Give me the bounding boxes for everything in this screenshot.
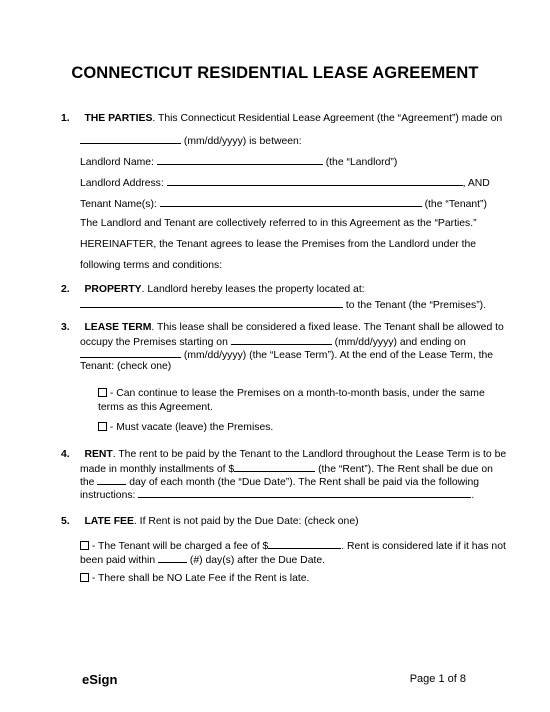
late-fee-checkbox[interactable] [80, 541, 89, 550]
month-to-month-option [98, 387, 485, 400]
no-late-fee-checkbox[interactable] [80, 573, 89, 582]
section-number: 2. [61, 284, 70, 295]
rent-due-day-field[interactable] [97, 474, 126, 485]
must-vacate-text: - Must vacate (leave) the Premises. [107, 422, 274, 433]
landlord-address-line [80, 175, 490, 190]
must-vacate-option [98, 421, 273, 434]
landlord-name-field[interactable] [157, 154, 323, 165]
hereinafter-text-1: HEREINAFTER, the Tenant agrees to lease the Premises from the Landlord under the [80, 239, 477, 250]
section-title: RENT [84, 449, 113, 460]
tenant-names-line [80, 196, 487, 211]
section-text: . The rent to be paid by the Tenant to the Landlord throughout the Lease Term is to be [112, 449, 507, 460]
section-text: . Landlord hereby leases the property located at: [141, 284, 365, 295]
section-text: . If Rent is not paid by the Due Date: (check one) [133, 516, 359, 527]
esign-logo: eSign [82, 672, 118, 687]
date-format-text: (mm/dd/yyyy) is between: [181, 136, 302, 147]
late-fee-suffix: . Rent is considered late if it has not [341, 541, 506, 552]
must-vacate-checkbox[interactable] [98, 422, 107, 431]
agreement-date-field[interactable] [80, 133, 181, 144]
property-address-line [80, 297, 486, 312]
month-to-month-checkbox[interactable] [98, 388, 107, 397]
section-lease-term-heading [61, 321, 504, 334]
landlord-address-suffix: , AND [462, 178, 490, 189]
landlord-address-field[interactable] [167, 175, 463, 186]
month-to-month-text-2: terms as this Agreement. [98, 402, 213, 413]
section-number: 3. [61, 322, 70, 333]
late-fee-days-label: been paid within [80, 555, 158, 566]
month-to-month-text: - Can continue to lease the Premises on a month-to-month basis, under the same [107, 388, 485, 399]
agreement-date-line [80, 133, 302, 148]
section-title: PROPERTY [84, 284, 142, 295]
section-title: LATE FEE [84, 516, 134, 527]
landlord-address-label: Landlord Address: [80, 178, 167, 189]
rent-due-prefix: the [80, 477, 98, 488]
tenant-names-label: Tenant Name(s): [80, 199, 160, 210]
late-fee-amount-field[interactable] [268, 538, 341, 549]
lease-start-label: occupy the Premises starting on [80, 337, 231, 348]
document-title: CONNECTICUT RESIDENTIAL LEASE AGREEMENT [71, 64, 479, 82]
property-suffix: to the Tenant (the “Premises”). [343, 300, 487, 311]
parties-collective-text: The Landlord and Tenant are collectively referred to in this Agreement as the “Parties.” [80, 218, 477, 229]
rent-amount-suffix: (the “Rent”). The Rent shall be due on [315, 464, 493, 475]
section-title: THE PARTIES [84, 113, 153, 124]
late-fee-text: - The Tenant will be charged a fee of $ [89, 541, 269, 552]
tenant-names-field[interactable] [160, 196, 422, 207]
tenant-check-one: Tenant: (check one) [80, 361, 172, 372]
section-late-fee-heading [61, 515, 359, 528]
rent-instructions-field[interactable] [138, 487, 471, 498]
rent-instructions-label: instructions: [80, 490, 139, 501]
tenant-names-suffix: (the “Tenant”) [421, 199, 487, 210]
late-fee-days-field[interactable] [158, 552, 187, 563]
section-text: . This lease shall be considered a fixed lease. The Tenant shall be allowed to [151, 322, 504, 333]
section-parties-heading [61, 112, 502, 125]
lease-start-date-field[interactable] [231, 334, 332, 345]
late-fee-days-line [80, 552, 325, 567]
rent-due-suffix: day of each month (the “Due Date”). The Rent shall be paid via the following [126, 477, 480, 488]
landlord-name-label: Landlord Name: [80, 157, 157, 168]
late-fee-option [80, 538, 506, 553]
landlord-name-line [80, 154, 397, 169]
hereinafter-text-2: following terms and conditions: [80, 260, 223, 271]
rent-amount-field[interactable] [234, 461, 315, 472]
lease-end-suffix: (mm/dd/yyyy) (the “Lease Term”). At the end of the Lease Term, the [181, 350, 494, 361]
rent-amount-label: made in monthly installments of $ [80, 464, 235, 475]
section-number: 4. [61, 449, 70, 460]
section-number: 5. [61, 516, 70, 527]
property-address-field[interactable] [80, 297, 343, 308]
rent-instructions-line [80, 487, 474, 502]
rent-instructions-suffix: . [471, 490, 475, 501]
section-text: . This Connecticut Residential Lease Agreement (the “Agreement”) made on [152, 113, 503, 124]
landlord-name-suffix: (the “Landlord”) [322, 157, 398, 168]
no-late-fee-option [80, 572, 309, 585]
section-title: LEASE TERM [84, 322, 152, 333]
page-number: Page 1 of 8 [409, 673, 466, 685]
section-number: 1. [61, 113, 70, 124]
late-fee-days-suffix: (#) day(s) after the Due Date. [187, 555, 326, 566]
lease-end-date-field[interactable] [80, 347, 181, 358]
section-property-heading [61, 283, 365, 296]
section-rent-heading [61, 448, 506, 461]
no-late-fee-text: - There shall be NO Late Fee if the Rent is late. [89, 573, 310, 584]
lease-start-suffix: (mm/dd/yyyy) and ending on [331, 337, 466, 348]
